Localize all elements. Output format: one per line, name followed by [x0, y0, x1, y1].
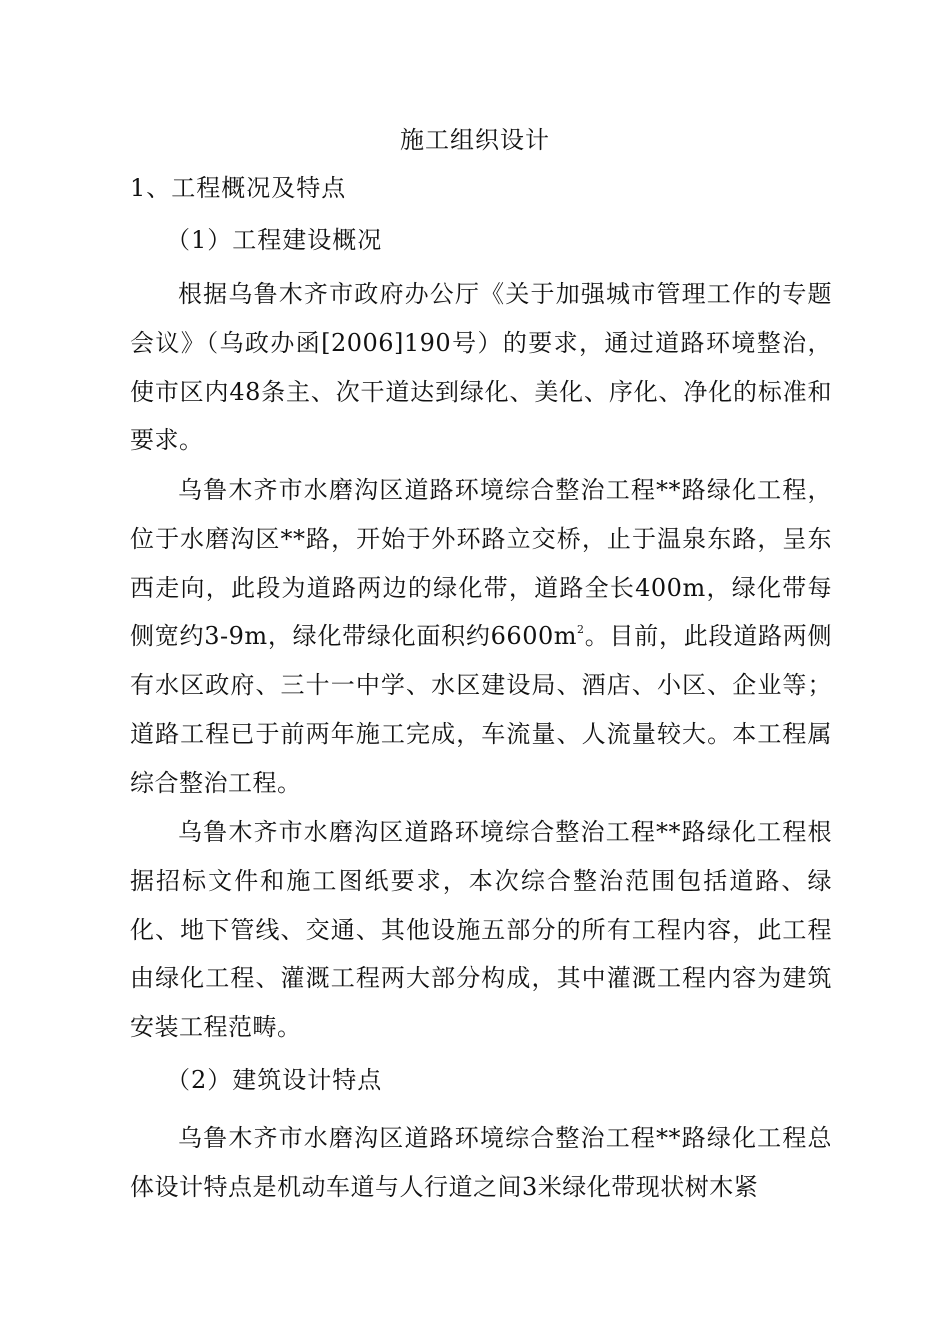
superscript: 2	[577, 623, 585, 637]
subsection-heading: （1）工程建设概况	[166, 226, 383, 254]
document-title: 施工组织设计	[400, 126, 550, 154]
paragraph	[130, 466, 832, 808]
paragraph-text: 。目前，此段道路两侧有水区政府、三十一中学、水区建设局、酒店、小区、企业等；道路工程已于前两年施工完成，车流量、人流量较大。本工程属综合整治工程。	[130, 622, 832, 797]
section-heading: 1、工程概况及特点	[130, 174, 347, 202]
paragraph: 乌鲁木齐市水磨沟区道路环境综合整治工程**路绿化工程根据招标文件和施工图纸要求，本次综合整治范围包括道路、绿化、地下管线、交通、其他设施五部分的所有工程内容，此工程由绿化工程、灌溉工程两大部分构成，其中灌溉工程内容为建筑安装工程范畴。	[130, 818, 832, 1042]
subsection-heading: （2）建筑设计特点	[166, 1066, 383, 1094]
paragraph: 根据乌鲁木齐市政府办公厅《关于加强城市管理工作的专题会议》（乌政办函[2006]190号）的要求，通过道路环境整治，使市区内48条主、次干道达到绿化、美化、序化、净化的标准和要求。	[130, 280, 832, 455]
paragraph: 乌鲁木齐市水磨沟区道路环境综合整治工程**路绿化工程总体设计特点是机动车道与人行道之间3米绿化带现状树木紧	[130, 1124, 832, 1201]
paragraph-text: 乌鲁木齐市水磨沟区道路环境综合整治工程**路绿化工程，位于水磨沟区**路，开始于外环路立交桥，止于温泉东路，呈东西走向，此段为道路两边的绿化带，道路全长400m，绿化带每侧宽约3-9m，绿化带绿化面积约6600m	[130, 476, 832, 651]
